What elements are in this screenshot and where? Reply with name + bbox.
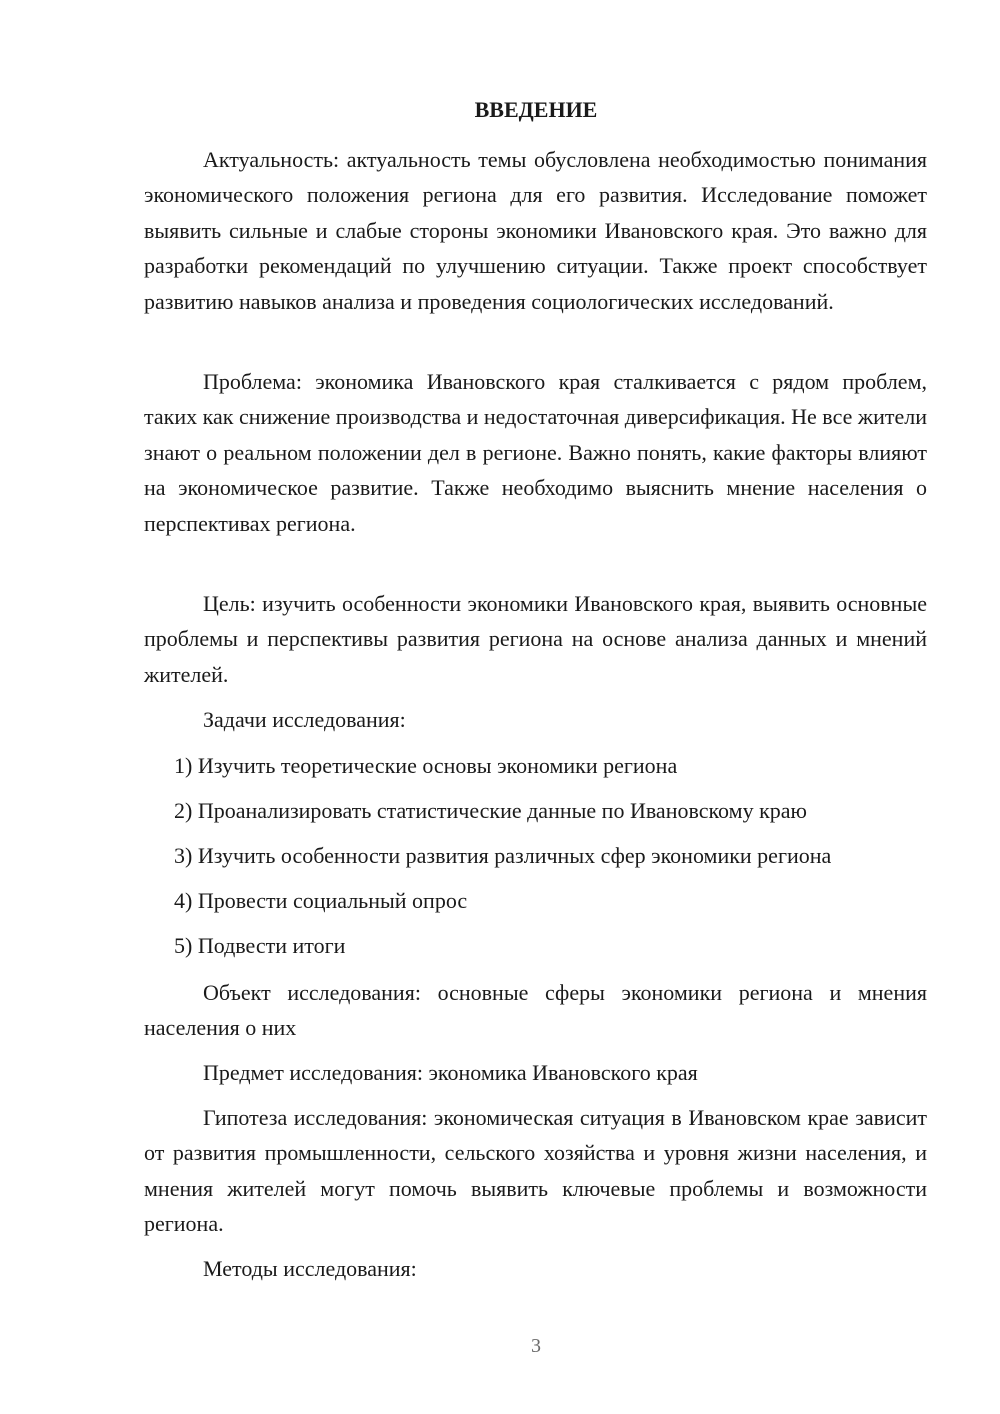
- list-item: 3) Изучить особенности развития различных сфер экономики региона: [174, 843, 832, 868]
- paragraph-object: Объект исследования: основные сферы экономики региона и мнения населения о них: [144, 980, 927, 1041]
- paragraph-subject: Предмет исследования: экономика Ивановского края: [203, 1060, 698, 1085]
- tasks-heading: Задачи исследования:: [203, 707, 406, 732]
- list-item: 1) Изучить теоретические основы экономики региона: [174, 753, 678, 778]
- list-item: 2) Проанализировать статистические данные по Ивановскому краю: [174, 798, 807, 823]
- methods-heading: Методы исследования:: [203, 1256, 417, 1281]
- list-item: 5) Подвести итоги: [174, 933, 346, 958]
- list-item: 4) Провести социальный опрос: [174, 888, 468, 913]
- paragraph-hypothesis: Гипотеза исследования: экономическая ситуация в Ивановском крае зависит от развития промышленности, сельского хозяйства и уровня жизни населения, и мнения жителей могут помочь выявить ключевые проблемы и возможности региона.: [144, 1105, 927, 1237]
- paragraph-problem: Проблема: экономика Ивановского края сталкивается с рядом проблем, таких как снижение производства и недостаточная диверсификация. Не все жители знают о реальном положении дел в регионе. Важно понять, какие факторы влияют на экономическое развитие. Также необходимо выяснить мнение населения о перспективах региона.: [144, 369, 927, 536]
- paragraph-relevance: Актуальность: актуальность темы обусловлена необходимостью понимания экономического положения региона для его развития. Исследование поможет выявить сильные и слабые стороны экономики Ивановского края. Это важно для разработки рекомендаций по улучшению ситуации. Также проект способствует развитию навыков анализа и проведения социологических исследований.: [144, 147, 927, 314]
- page-number: 3: [531, 1335, 541, 1357]
- page-title: ВВЕДЕНИЕ: [474, 97, 598, 122]
- paragraph-goal: Цель: изучить особенности экономики Ивановского края, выявить основные проблемы и перспективы развития региона на основе анализа данных и мнений жителей.: [144, 591, 927, 687]
